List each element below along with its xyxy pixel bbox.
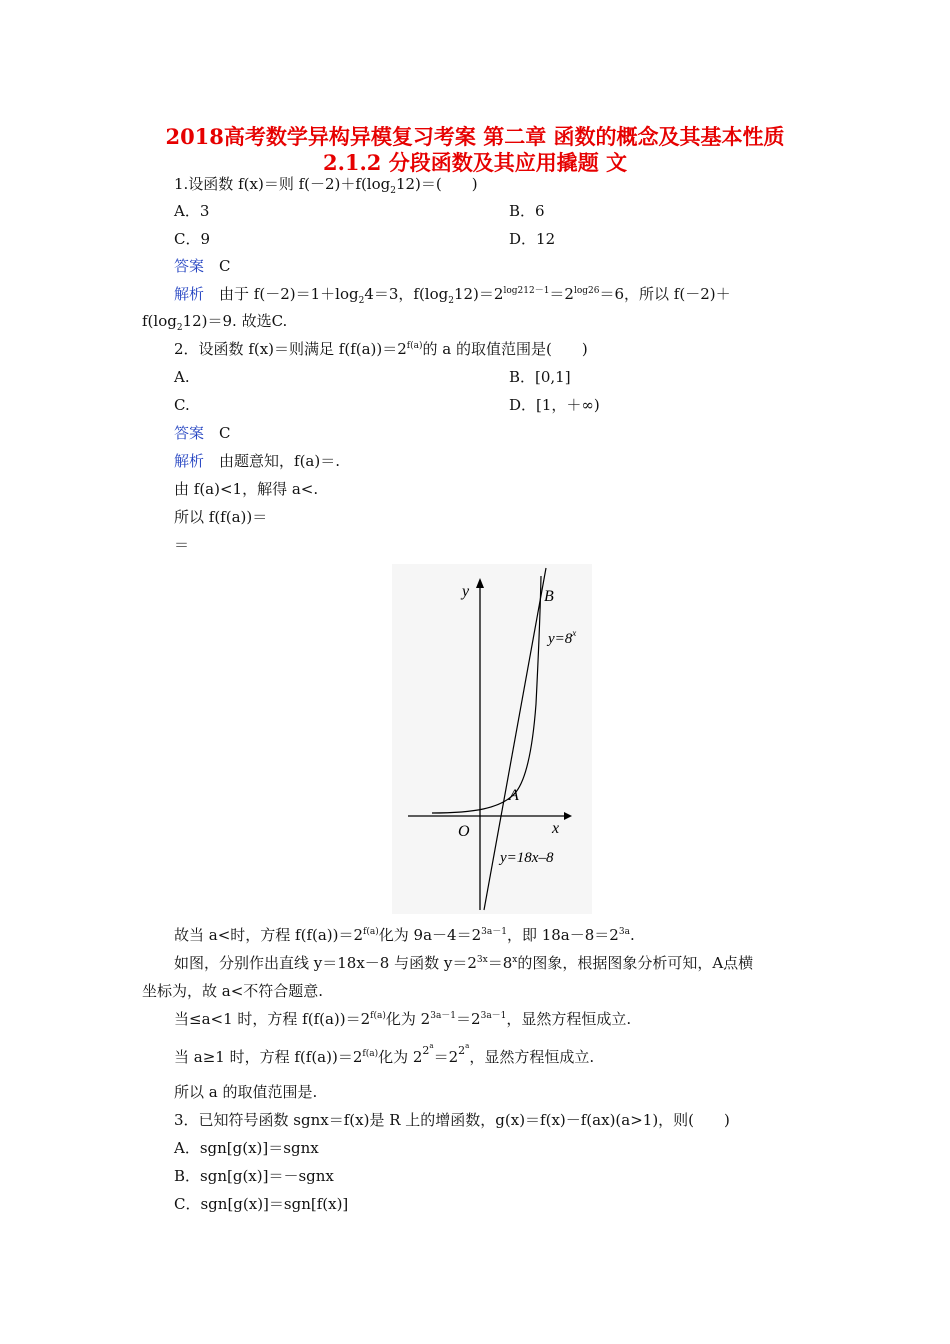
q2-line-f: 如图，分别作出直线 y＝18x－8 与函数 $y=2^{3x}=8^x$的图象，根据图象分析可知，A点横 [174, 954, 754, 972]
line-label: y=18x–8 [500, 850, 554, 866]
q1-stem: 1.设函数 f(x)＝则 $f(-2)+f(\log_212)=$( ) [174, 175, 478, 196]
q1-analysis-line-2: $f(\log_212)=9$. 故选C. [142, 312, 288, 333]
graph-svg [392, 564, 592, 914]
origin-label: O [458, 823, 470, 840]
y-axis-arrow [476, 578, 484, 588]
q1-option-a: A．3 [174, 202, 210, 220]
point-b-label: B [544, 588, 554, 605]
q3-option-c: C．sgn[g(x)]＝sgn[f(x)] [174, 1195, 349, 1213]
q1-option-c: C．9 [174, 230, 211, 248]
y-axis-label: y [462, 583, 470, 600]
q2-option-b: B．[0,1] [509, 368, 571, 386]
q2-line-g: 坐标为，故 a<不符合题意. [142, 982, 324, 1000]
document-title-line-1: 2018高考数学异构异模复习考案 第二章 函数的概念及其基本性质 [165, 124, 785, 149]
point-a-label: A [509, 787, 519, 804]
q2-line-h: 当≤a<1 时，方程 $f(f(a))=2^{f(a)}$化为 $2^{3a-1}=2^{3a-1}$，显然方程恒成立. [174, 1010, 632, 1028]
analysis-label: 解析 [174, 285, 205, 303]
answer-label: 答案 [174, 424, 205, 442]
q3-option-a: A．sgn[g(x)]＝sgnx [174, 1139, 319, 1157]
document-title-line-2: 2.1.2 分段函数及其应用撬题 文 [322, 150, 628, 175]
curve-label: $y=8^x$ [548, 628, 577, 647]
q2-line-d: ＝ [174, 536, 190, 554]
q2-analysis: 解析 由题意知，f(a)＝. [174, 452, 340, 470]
q2-line-e: 故当 a<时，方程 $f(f(a))=2^{f(a)}$化为 $9a-4=2^{3a-1}$，即 $18a-8=2^{3a}$. [174, 926, 635, 944]
q2-option-d: D．[1，＋∞) [509, 396, 600, 414]
q1-option-d: D．12 [509, 230, 556, 248]
q2-option-c: C. [174, 396, 190, 414]
x-axis-arrow [564, 812, 572, 820]
q3-stem: 3．已知符号函数 sgnx＝f(x)是 R 上的增函数，g(x)＝f(x)－f(ax)(a>1)，则( ) [174, 1111, 730, 1129]
q2-option-a: A. [174, 368, 190, 386]
q1-analysis: 解析 由于 $f(-2)=1+\log_24=3$，$f(\log_212)=2^{log212-1}=2^{log26}=6$，所以 f(－2)＋ [174, 285, 731, 306]
q1-option-b: B．6 [509, 202, 545, 220]
exponential-curve [432, 576, 541, 813]
x-axis-label: x [552, 820, 560, 837]
q2-line-b: 由 f(a)<1，解得 a<. [174, 480, 319, 498]
q2-answer: 答案 C [174, 424, 231, 442]
q2-line-i: 当 a≥1 时，方程 $f(f(a))=2^{f(a)}$化为 $2^{2^a}=2^{2^a}$，显然方程恒成立. [174, 1042, 595, 1066]
q2-stem: 2．设函数 f(x)＝则满足 $f(f(a))=2^{f(a)}$的 a 的取值范围是( ) [174, 340, 588, 358]
function-graph-figure [392, 564, 592, 914]
analysis-label: 解析 [174, 452, 205, 470]
q3-option-b: B．sgn[g(x)]＝－sgnx [174, 1167, 334, 1185]
q2-line-c: 所以 f(f(a))＝ [174, 508, 268, 526]
answer-label: 答案 [174, 257, 205, 275]
q1-answer: 答案 C [174, 257, 231, 275]
q2-line-j: 所以 a 的取值范围是. [174, 1083, 318, 1101]
